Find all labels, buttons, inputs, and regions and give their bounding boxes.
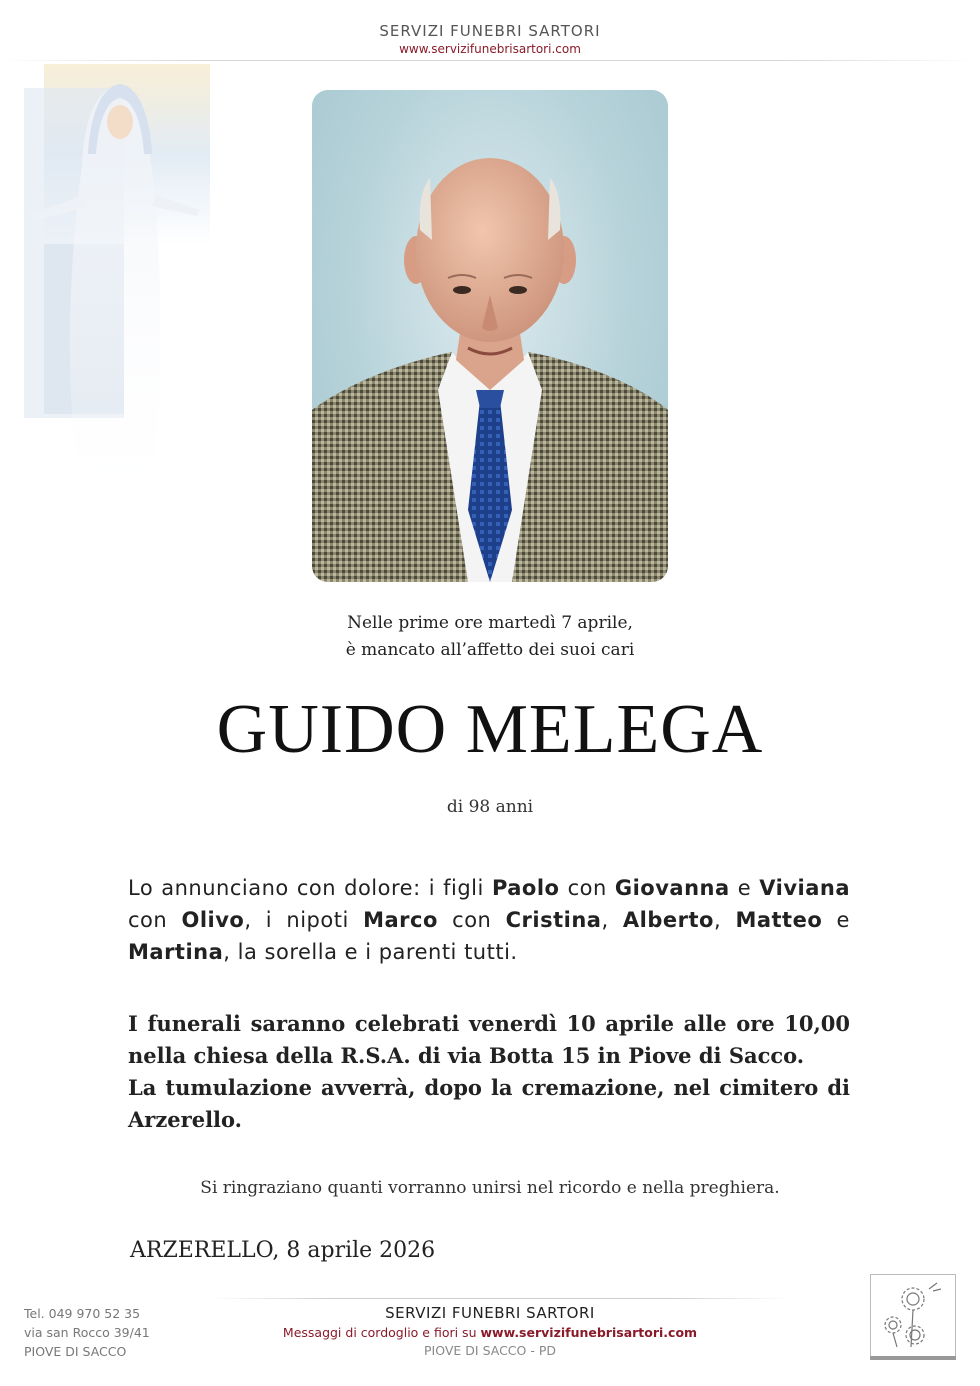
footer-title: SERVIZI FUNEBRI SARTORI: [385, 1304, 595, 1322]
funeral-line-4: Arzerello.: [128, 1107, 242, 1132]
header-title: SERVIZI FUNEBRI SARTORI: [379, 22, 601, 40]
family-name: Giovanna: [614, 876, 730, 900]
announce-text: e: [822, 908, 850, 932]
family-name: Olivo: [181, 908, 245, 932]
announce-text: con: [437, 908, 506, 932]
announce-text: ,: [601, 908, 623, 932]
footer-location: PIOVE DI SACCO - PD: [424, 1343, 556, 1358]
footer-address: via san Rocco 39/41: [24, 1325, 150, 1340]
announce-text: e: [729, 876, 760, 900]
deceased-age: di 98 anni: [446, 797, 534, 817]
announce-text: Lo annunciano con dolore: i figli: [128, 876, 492, 900]
footer-message: [0, 1325, 980, 1340]
family-name: Viviana: [759, 876, 850, 900]
footer-center: [0, 1304, 980, 1358]
deceased-name: GUIDO MELEGA: [216, 691, 764, 768]
footer-message-text: Messaggi di cordoglio e fiori su: [282, 1325, 481, 1340]
announce-text: , la sorella e i parenti tutti.: [223, 940, 518, 964]
family-name: Marco: [363, 908, 438, 932]
funeral-details: [128, 1008, 850, 1136]
family-name: Paolo: [491, 876, 560, 900]
family-name: Alberto: [622, 908, 714, 932]
announce-text: con: [128, 908, 182, 932]
footer-url[interactable]: www.servizifunebrisartori.com: [480, 1325, 698, 1340]
place-date: ARZERELLO, 8 aprile 2026: [130, 1238, 436, 1263]
family-name: Matteo: [735, 908, 823, 932]
intro-line-2: è mancato all’affetto dei suoi cari: [345, 640, 635, 660]
family-announcement: [128, 872, 850, 968]
family-name: Cristina: [505, 908, 602, 932]
footer-divider: [210, 1298, 790, 1299]
announce-text: con: [559, 876, 615, 900]
thanks-note: Si ringraziano quanti vorranno unirsi nel ricordo e nella preghiera.: [200, 1178, 780, 1198]
death-announcement-intro: [0, 610, 980, 664]
intro-line-1: Nelle prime ore martedì 7 aprile,: [347, 613, 633, 633]
sunflower-logo-icon: [870, 1274, 956, 1360]
family-name: Martina: [128, 940, 224, 964]
deceased-portrait: [312, 90, 668, 582]
footer-city: PIOVE DI SACCO: [24, 1344, 127, 1359]
header-url[interactable]: www.servizifunebrisartori.com: [399, 42, 581, 56]
funeral-line-3: La tumulazione avverrà, dopo la cremazione, nel cimitero di: [128, 1075, 850, 1100]
funeral-line-2: nella chiesa della R.S.A. di via Botta 15 in Piove di Sacco.: [128, 1043, 805, 1068]
header-divider: [0, 60, 980, 61]
announce-text: , i nipoti: [244, 908, 364, 932]
madonna-image: [24, 64, 210, 554]
funeral-line-1: I funerali saranno celebrati venerdì 10 aprile alle ore 10,00: [128, 1011, 850, 1036]
announce-text: ,: [713, 908, 736, 932]
footer-phone[interactable]: Tel. 049 970 52 35: [24, 1306, 141, 1321]
